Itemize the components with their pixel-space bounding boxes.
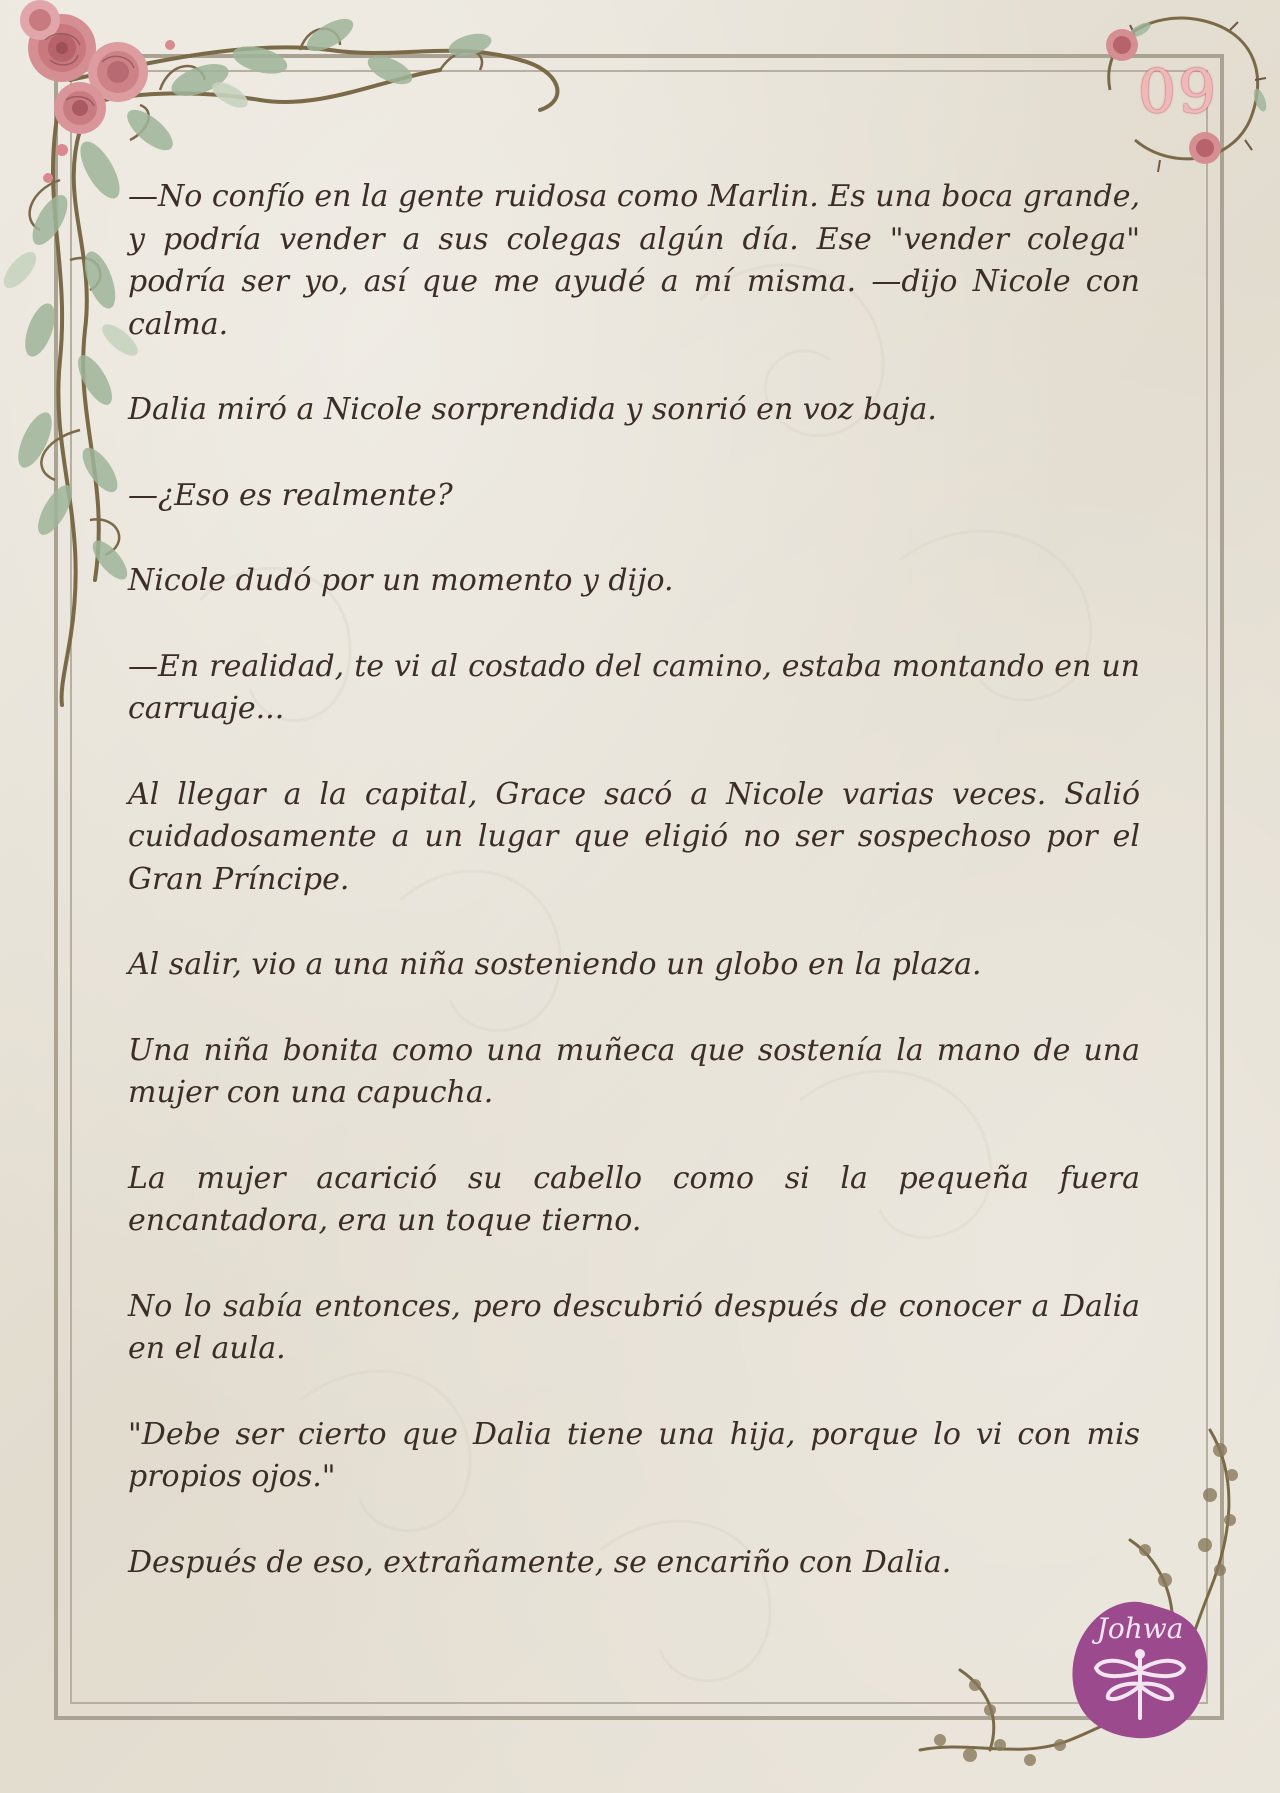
paragraph: Dalia miró a Nicole sorprendida y sonrió en voz baja. xyxy=(128,392,937,427)
paragraph: Una niña bonita como una muñeca que sostenía la mano de una mujer con una capucha. xyxy=(128,1032,1140,1110)
paragraph: La mujer acarició su cabello como si la pequeña fuera encantadora, era un toque tierno. xyxy=(128,1160,1140,1238)
paragraph: "Debe ser cierto que Dalia tiene una hija, porque lo vi con mis propios ojos." xyxy=(128,1416,1140,1494)
paragraph: —En realidad, te vi al costado del camino, estaba montando en un carruaje... xyxy=(128,648,1140,726)
paragraph: Al llegar a la capital, Grace sacó a Nicole varias veces. Salió cuidadosamente a un lugar que eligió no ser sospechoso por el Gran Príncipe. xyxy=(128,776,1140,897)
story-text xyxy=(128,176,1140,1627)
page-number: 09 xyxy=(1137,57,1219,127)
paragraph: No lo sabía entonces, pero descubrió después de conocer a Dalia en el aula. xyxy=(128,1288,1140,1366)
paragraph: Nicole dudó por un momento y dijo. xyxy=(128,563,674,598)
paragraph: —No confío en la gente ruidosa como Marlin. Es una boca grande, y podría vender a sus colegas algún día. Ese "vender colega" podría ser yo, así que me ayudé a mí misma. —dijo Nicole con calma. xyxy=(128,179,1140,342)
paragraph: —¿Eso es realmente? xyxy=(128,477,453,513)
paragraph: Después de eso, extrañamente, se encariño con Dalia. xyxy=(128,1544,952,1580)
paragraph: Al salir, vio a una niña sosteniendo un globo en la plaza. xyxy=(128,947,982,982)
watermark-text: Johwa xyxy=(1096,1612,1184,1645)
